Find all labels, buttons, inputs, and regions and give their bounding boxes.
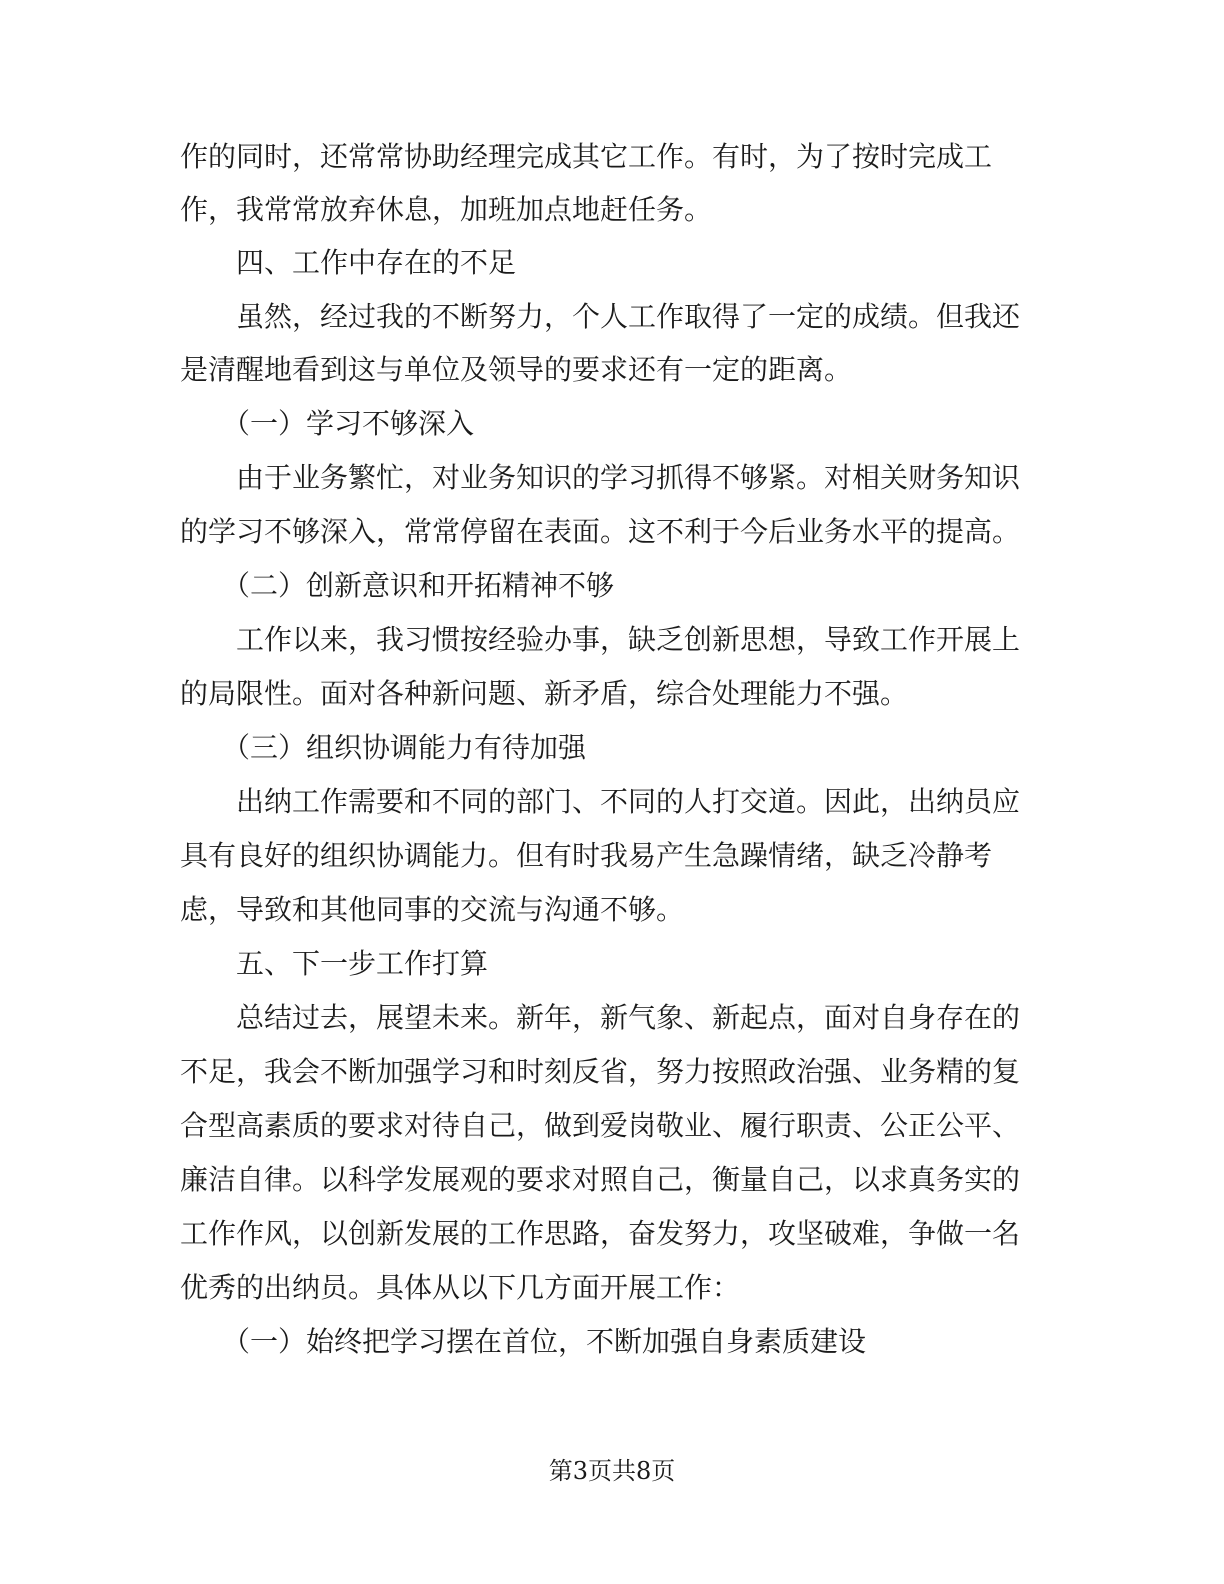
text-line: 总结过去，展望未来。新年，新气象、新起点，面对自身存在的 [180,1001,1021,1034]
section-heading: 四、工作中存在的不足 [180,246,517,279]
page-footer: 第3页共8页 [548,1457,676,1485]
text-line: 出纳工作需要和不同的部门、不同的人打交道。因此，出纳员应 [180,785,1021,818]
subsection-heading: （二）创新意识和开拓精神不够 [180,569,615,602]
text-line: 不足，我会不断加强学习和时刻反省，努力按照政治强、业务精的复 [180,1055,1021,1088]
text-line: 的学习不够深入，常常停留在表面。这不利于今后业务水平的提高。 [180,515,1021,548]
subsection-heading: （三）组织协调能力有待加强 [180,731,587,764]
text-line: 的局限性。面对各种新问题、新矛盾，综合处理能力不强。 [180,677,909,710]
text-line: 工作作风，以创新发展的工作思路，奋发努力，攻坚破难，争做一名 [180,1217,1021,1250]
text-line: 工作以来，我习惯按经验办事，缺乏创新思想，导致工作开展上 [180,623,1021,656]
section-heading: 五、下一步工作打算 [180,947,489,980]
text-line: 作，我常常放弃休息，加班加点地赶任务。 [180,193,713,226]
text-line: 作的同时，还常常协助经理完成其它工作。有时，为了按时完成工 [180,140,993,173]
subsection-heading: （一）始终把学习摆在首位，不断加强自身素质建设 [180,1325,867,1358]
text-line: 优秀的出纳员。具体从以下几方面开展工作： [180,1271,741,1304]
text-line: 由于业务繁忙，对业务知识的学习抓得不够紧。对相关财务知识 [180,461,1021,494]
text-line: 虑，导致和其他同事的交流与沟通不够。 [180,893,685,926]
text-line: 廉洁自律。以科学发展观的要求对照自己，衡量自己，以求真务实的 [180,1163,1021,1196]
text-line: 是清醒地看到这与单位及领导的要求还有一定的距离。 [180,353,853,386]
text-line: 具有良好的组织协调能力。但有时我易产生急躁情绪，缺乏冷静考 [180,839,993,872]
text-line: 虽然，经过我的不断努力，个人工作取得了一定的成绩。但我还 [180,300,1021,333]
subsection-heading: （一）学习不够深入 [180,407,475,440]
text-line: 合型高素质的要求对待自己，做到爱岗敬业、履行职责、公正公平、 [180,1109,1021,1142]
